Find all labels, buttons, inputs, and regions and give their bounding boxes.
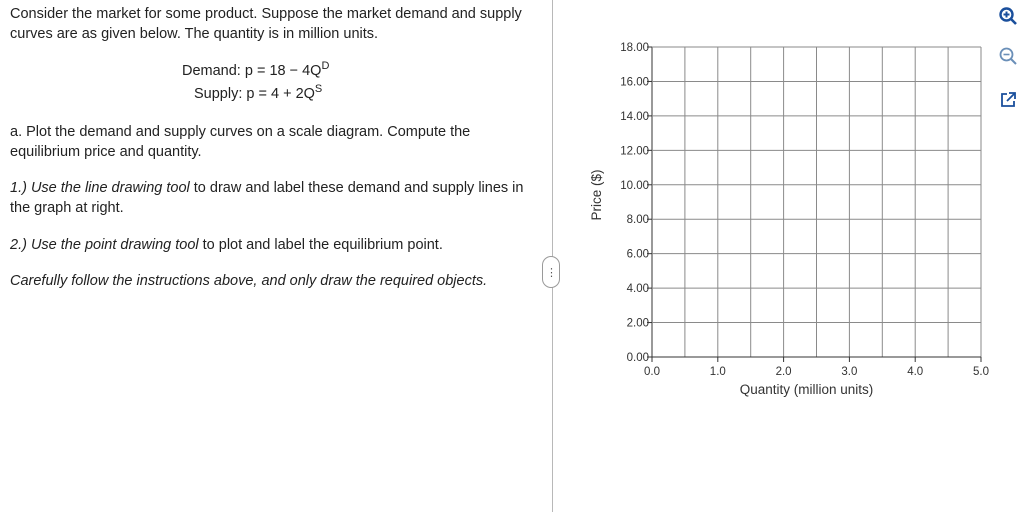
y-tick-label: 18.00 [620, 42, 649, 54]
instruction-note: Carefully follow the instructions above, and only draw the required objects. [10, 273, 488, 289]
x-tick-label: 3.0 [841, 366, 858, 378]
zoom-in-icon[interactable] [997, 5, 1017, 27]
splitter-glyph: ⋮ [546, 266, 556, 279]
y-tick-label: 0.00 [626, 352, 649, 364]
external-link-icon[interactable] [997, 89, 1017, 111]
y-tick-label: 14.00 [620, 110, 649, 123]
x-tick-label: 1.0 [709, 366, 726, 378]
step-2-rest: to plot and label the equilibrium point. [198, 237, 443, 253]
supply-superscript: S [314, 83, 323, 95]
step-2-italic: 2.) Use the point drawing tool [10, 237, 199, 253]
x-axis-label: Quantity (million units) [739, 382, 874, 397]
y-tick-label: 16.00 [620, 76, 649, 89]
problem-intro: Consider the market for some product. Suppose the market demand and supply curves are as given below. The quantity is in million units. [10, 6, 522, 42]
supply-equation-text: Supply: p = 4 + 2Q [194, 86, 315, 102]
step-1-rest: to draw and label these demand and supply lines in the graph at right. [10, 180, 524, 216]
demand-superscript: D [321, 60, 330, 72]
y-tick-label: 6.00 [626, 248, 649, 261]
x-tick-label: 4.0 [907, 366, 924, 378]
y-tick-label: 10.00 [620, 179, 649, 192]
part-a-text: a. Plot the demand and supply curves on a scale diagram. Compute the equilibrium price and quantity. [10, 124, 471, 160]
x-tick-label: 0.0 [644, 366, 660, 378]
x-tick-label: 2.0 [775, 366, 792, 378]
y-tick-label: 2.00 [626, 317, 649, 330]
x-tick-label: 5.0 [973, 366, 989, 378]
y-axis-label: Price ($) [589, 169, 604, 221]
y-tick-label: 8.00 [626, 214, 649, 227]
step-1-italic: 1.) Use the line drawing tool [10, 180, 190, 196]
y-tick-label: 12.00 [620, 145, 649, 158]
y-tick-label: 4.00 [626, 283, 649, 296]
zoom-out-icon[interactable] [997, 45, 1017, 67]
demand-equation-text: Demand: p = 18 − 4Q [182, 63, 322, 79]
